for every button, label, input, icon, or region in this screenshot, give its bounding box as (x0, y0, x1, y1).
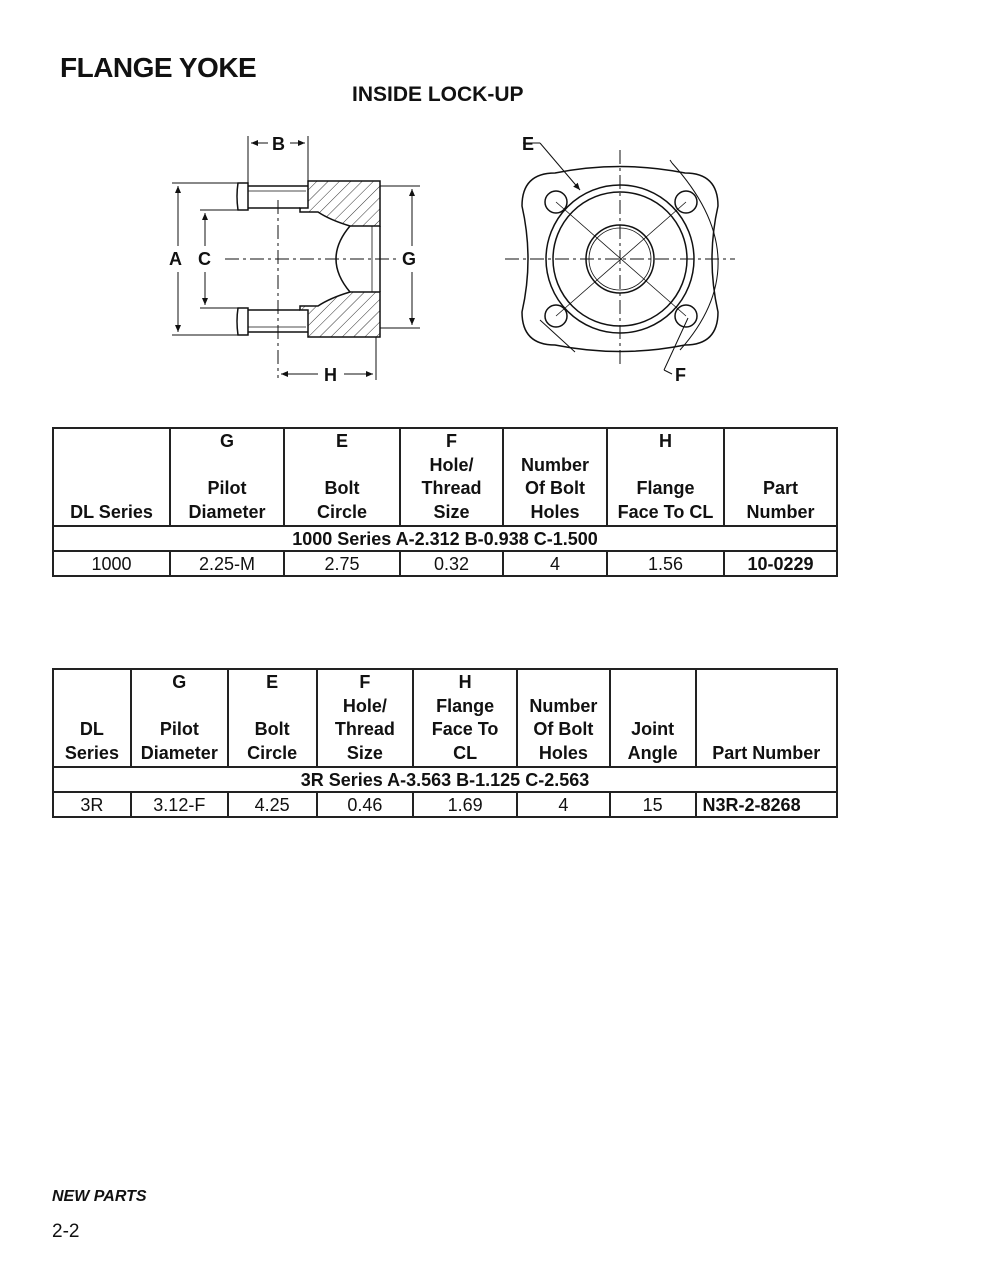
header-cell: DL Series (53, 428, 170, 526)
table-row (53, 792, 837, 817)
table-cell: 4 (517, 792, 610, 817)
part-number-cell: 10-0229 (724, 551, 837, 576)
dim-label-c: C (198, 249, 211, 269)
header-cell: Part Number (724, 428, 837, 526)
header-cell: H Flange Face To CL (607, 428, 724, 526)
header-cell: H Flange Face To CL (413, 669, 517, 767)
header-cell: DL Series (53, 669, 131, 767)
table-cell: 0.32 (400, 551, 503, 576)
table-cell: 0.46 (317, 792, 414, 817)
table-header-row (53, 428, 837, 526)
dim-label-f: F (675, 365, 686, 385)
header-cell: Joint Angle (610, 669, 696, 767)
table-cell: 3.12-F (131, 792, 228, 817)
page-number: 2-2 (52, 1221, 80, 1242)
table-cell: 1.69 (413, 792, 517, 817)
header-cell: F Hole/ Thread Size (400, 428, 503, 526)
table-cell: 2.75 (284, 551, 400, 576)
header-cell: G Pilot Diameter (170, 428, 284, 526)
header-cell: Number Of Bolt Holes (517, 669, 610, 767)
table-cell: 4.25 (228, 792, 317, 817)
table-cell: 4 (503, 551, 607, 576)
table-header-row (53, 669, 837, 767)
table-cell: 1.56 (607, 551, 724, 576)
dim-label-a: A (169, 249, 182, 269)
flange-yoke-drawing (0, 120, 986, 390)
page-subtitle: INSIDE LOCK-UP (352, 83, 524, 106)
table-row (53, 551, 837, 576)
dim-label-h: H (324, 365, 337, 385)
dim-label-b: B (272, 134, 285, 154)
spec-table-3r (52, 668, 838, 818)
part-number-cell: N3R-2-8268 (696, 792, 837, 817)
table-cell: 15 (610, 792, 696, 817)
footer-new-parts: NEW PARTS (52, 1188, 147, 1205)
spec-table-1000 (52, 427, 838, 577)
series-label: 1000 Series A-2.312 B-0.938 C-1.500 (53, 526, 837, 551)
table-cell: 2.25-M (170, 551, 284, 576)
series-label: 3R Series A-3.563 B-1.125 C-2.563 (53, 767, 837, 792)
header-cell: E Bolt Circle (284, 428, 400, 526)
series-row (53, 526, 837, 551)
header-cell: G Pilot Diameter (131, 669, 228, 767)
front-view (505, 143, 735, 374)
series-row (53, 767, 837, 792)
table-cell: 3R (53, 792, 131, 817)
dim-label-g: G (402, 249, 417, 269)
page-title: FLANGE YOKE (60, 52, 257, 83)
table-cell: 1000 (53, 551, 170, 576)
header-cell: Number Of Bolt Holes (503, 428, 607, 526)
header-cell: F Hole/ Thread Size (317, 669, 414, 767)
dim-label-e: E (522, 134, 535, 154)
header-cell: Part Number (696, 669, 837, 767)
header-cell: E Bolt Circle (228, 669, 317, 767)
